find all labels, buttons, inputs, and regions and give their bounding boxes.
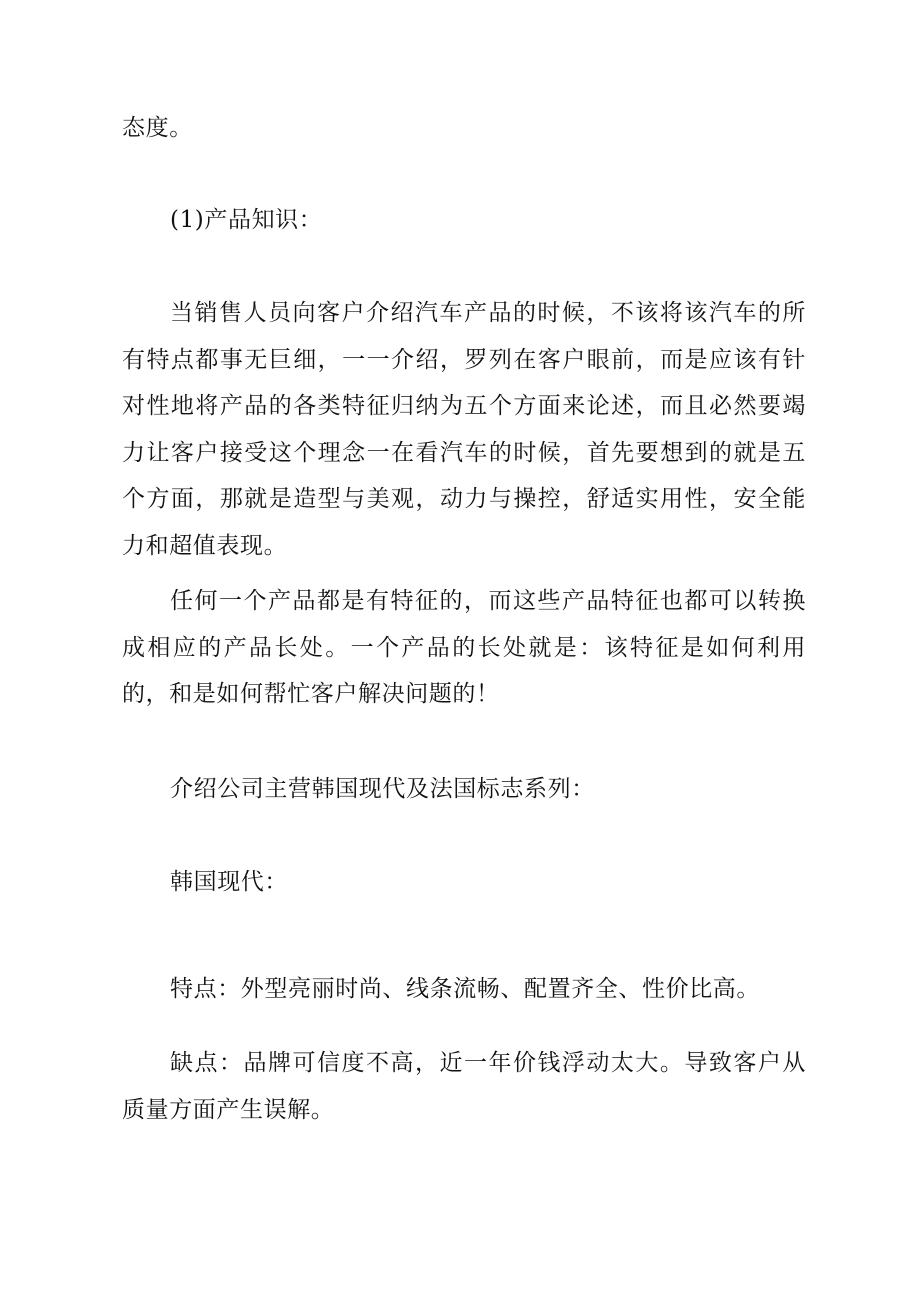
section-heading-product-knowledge: (1)产品知识： bbox=[170, 207, 323, 233]
paragraph-company-intro: 介绍公司主营韩国现代及法国标志系列： bbox=[170, 776, 595, 802]
paragraph-product-features: 任何一个产品都是有特征的，而这些产品特征也都可以转换成相应的产品长处。一个产品的长处就是：该特征是如何利用的，和是如何帮忙客户解决问题的！ bbox=[122, 588, 806, 707]
paragraph-five-aspects: 当销售人员向客户介绍汽车产品的时候，不该将该汽车的所有特点都事无巨细，一一介绍，罗列在客户眼前，而是应该有针对性地将产品的各类特征归纳为五个方面来论述，而且必然要竭力让客户接受这个理念一在看汽车的时候，首先要想到的就是五个方面，那就是造型与美观，动力与操控，舒适实用性，安全能力和超值表现。 bbox=[122, 300, 806, 559]
paragraph-advantages: 特点：外型亮丽时尚、线条流畅、配置齐全、性价比高。 bbox=[170, 976, 760, 1002]
paragraph-continuation: 态度。 bbox=[122, 115, 193, 141]
section-heading-hyundai: 韩国现代： bbox=[170, 869, 288, 895]
paragraph-disadvantages: 缺点：品牌可信度不高，近一年价钱浮动太大。导致客户从质量方面产生误解。 bbox=[122, 1050, 806, 1123]
